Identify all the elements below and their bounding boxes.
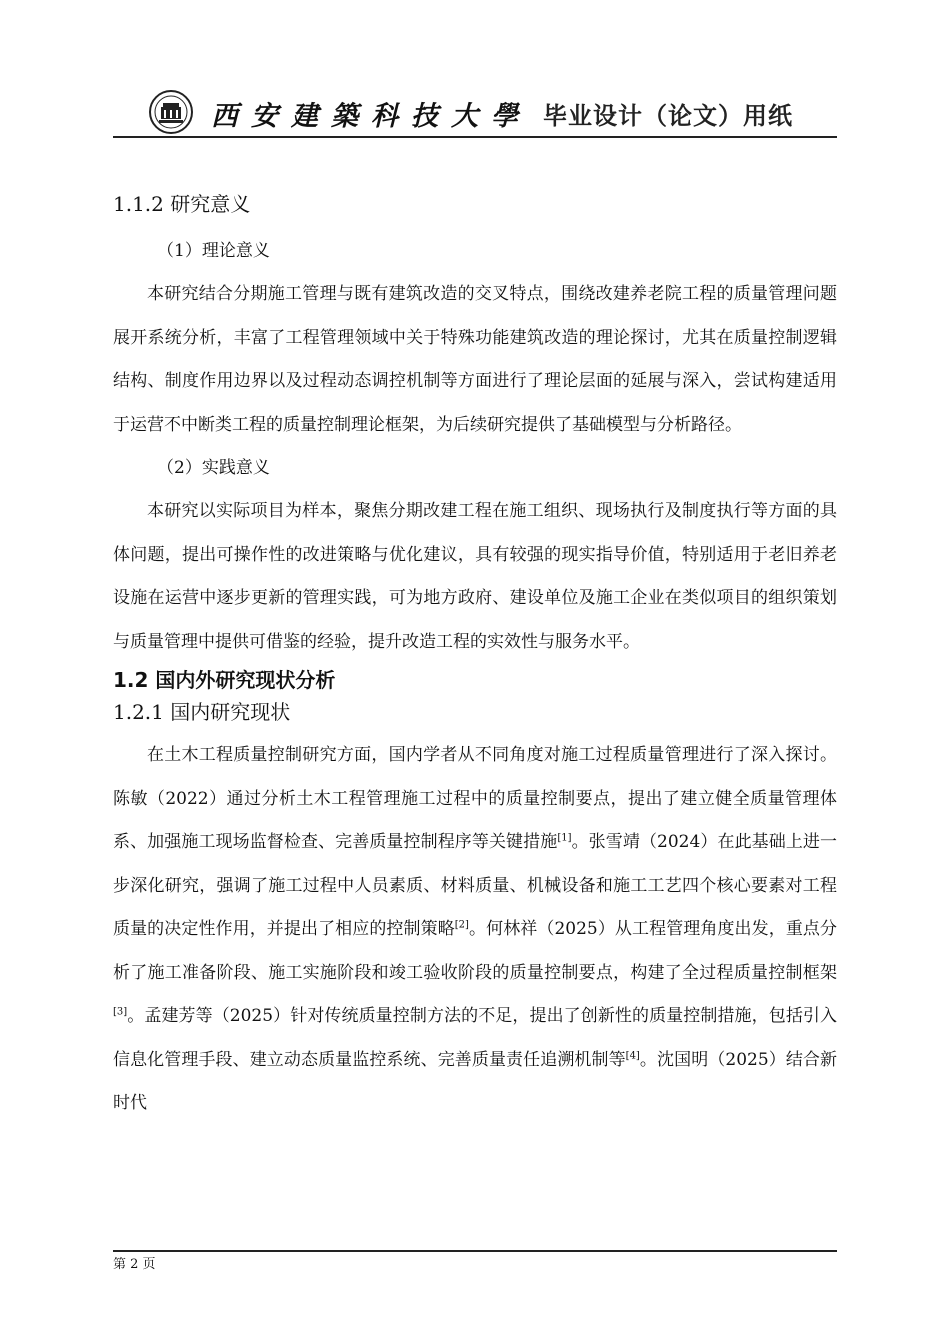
- citation-2: [2]: [454, 919, 469, 931]
- text-run: 在土木工程质量控制研究方面，国内学者从不同角度对施工过程质量管理进行了深入探讨。陈敏（2022）通过分析土木工程管理施工过程中的质量控制要点，提出了建立健全质量管理体系、加强施工现场监督检查、完善质量控制程序等关键措施: [113, 745, 837, 852]
- section-title-1-1-2: 1.1.2 研究意义: [113, 192, 251, 216]
- university-emblem-icon: [149, 90, 193, 134]
- text-run: 。沈国明（2025）结合新时代: [113, 1049, 837, 1113]
- theory-paragraph: 本研究结合分期施工管理与既有建筑改造的交叉特点，围绕改建养老院工程的质量管理问题展开系统分析，丰富了工程管理领域中关于特殊功能建筑改造的理论探讨，尤其在质量控制逻辑结构、制度作用边界以及过程动态调控机制等方面进行了理论层面的延展与深入，尝试构建适用于运营不中断类工程的质量控制理论框架，为后续研究提供了基础模型与分析路径。: [113, 284, 837, 435]
- text-run: 。孟建芳等（2025）针对传统质量控制方法的不足，提出了创新性的质量控制措施，包括引入信息化管理手段、建立动态质量监控系统、完善质量责任追溯机制等: [113, 1006, 837, 1070]
- citation-3: [3]: [113, 1006, 128, 1018]
- section-title-1-2: 1.2 国内外研究现状分析: [113, 668, 336, 692]
- page-body: [113, 188, 837, 1126]
- subheading-practice: （2）实践意义: [157, 458, 270, 478]
- footer-divider: [113, 1250, 837, 1252]
- page-header: [113, 82, 837, 136]
- text-run: 。张雪靖（2024）在此基础上进一步深化研究，强调了施工过程中人员素质、材料质量、机械设备和施工工艺四个核心要素对工程质量的决定性作用，并提出了相应的控制策略: [113, 832, 838, 939]
- subheading-theory: （1）理论意义: [157, 241, 270, 261]
- school-name: 西安建築科技大學: [211, 101, 531, 132]
- practice-paragraph: 本研究以实际项目为样本，聚焦分期改建工程在施工组织、现场执行及制度执行等方面的具体问题，提出可操作性的改进策略与优化建议，具有较强的现实指导价值，特别适用于老旧养老设施在运营中逐步更新的管理实践，可为地方政府、建设单位及施工企业在类似项目的组织策划与质量管理中提供可借鉴的经验，提升改造工程的实效性与服务水平。: [113, 501, 837, 652]
- text-run: 。何林祥（2025）从工程管理角度出发，重点分析了施工准备阶段、施工实施阶段和竣工验收阶段的质量控制要点，构建了全过程质量控制框架: [113, 919, 837, 983]
- paper-type-label: 毕业设计（论文）用纸: [543, 102, 793, 130]
- page-number: 第 2 页: [113, 1257, 156, 1272]
- section-title-1-2-1: 1.2.1 国内研究现状: [113, 700, 291, 724]
- header-divider: [113, 136, 837, 138]
- citation-4: [4]: [625, 1049, 640, 1061]
- citation-1: [1]: [557, 832, 572, 844]
- domestic-research-paragraph: [113, 734, 837, 1126]
